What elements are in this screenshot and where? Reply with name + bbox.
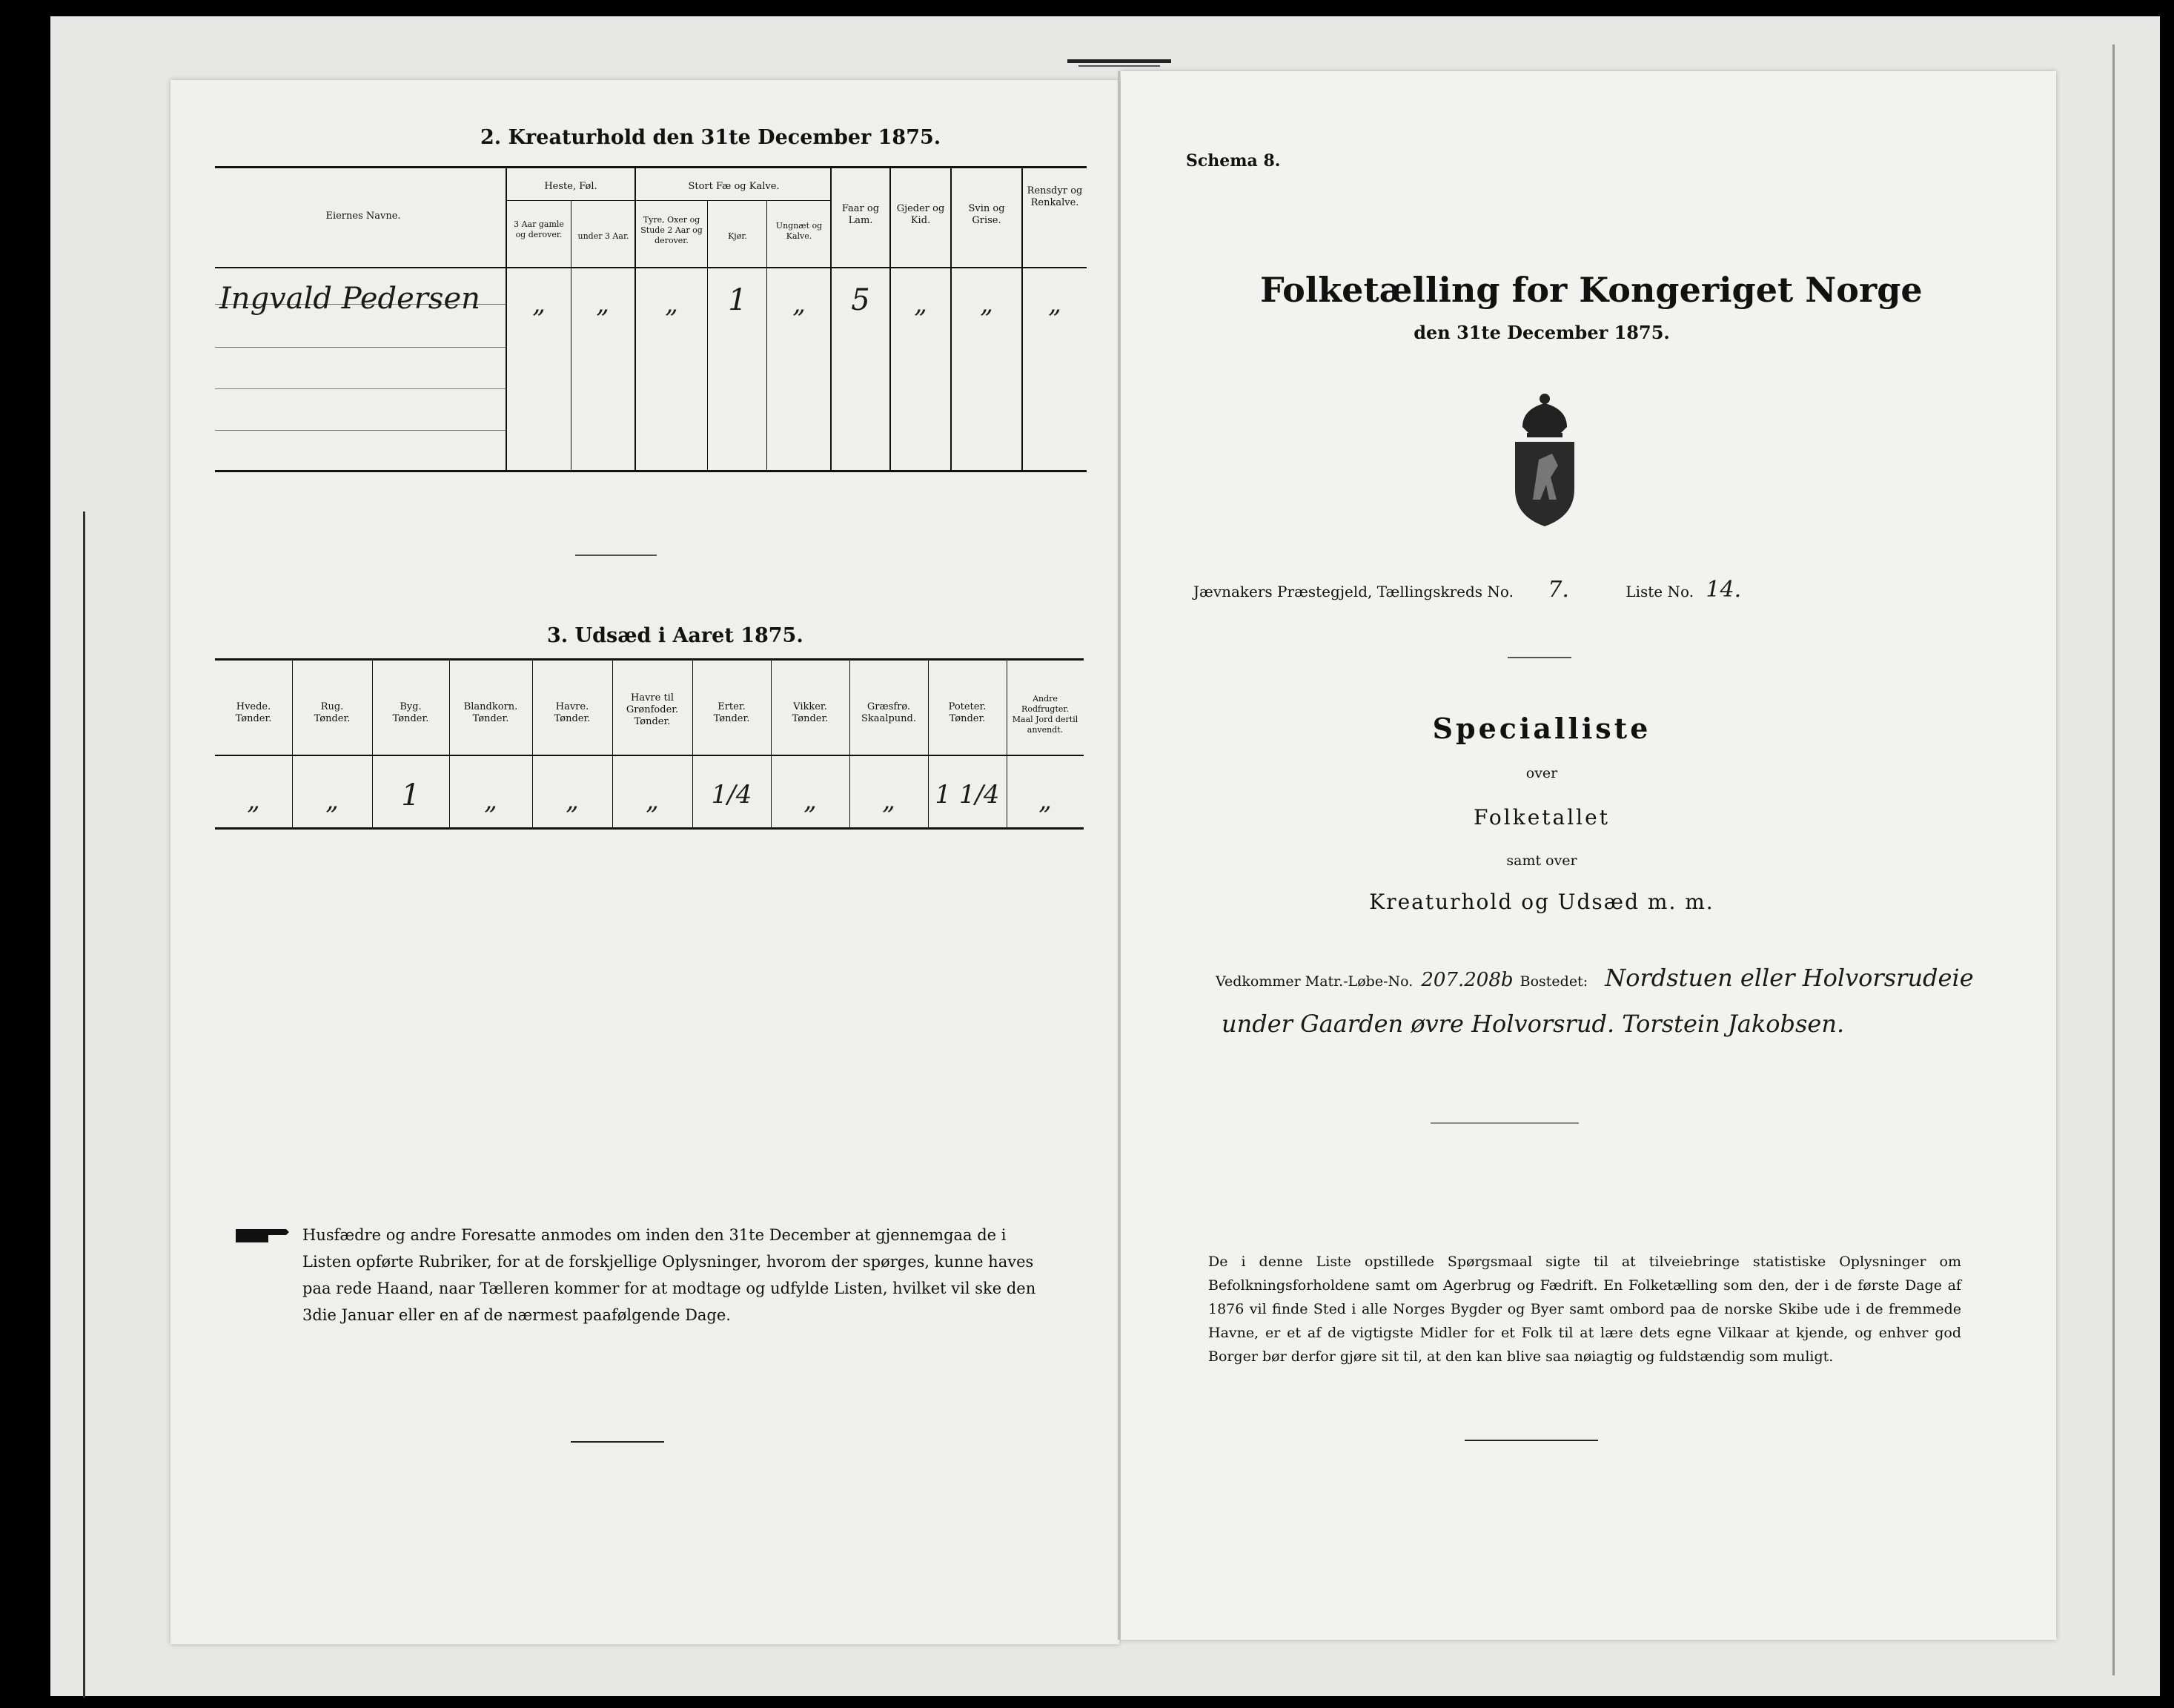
- seed-header-rug: Rug. Tønder.: [314, 701, 351, 724]
- header-svin: Svin og Grise.: [968, 203, 1005, 226]
- seed-cell-hvede: „: [247, 786, 260, 815]
- scan-edge-mark: [83, 512, 85, 1698]
- footer-text: De i denne Liste opstillede Spørgsmaal sigte til at tilveiebringe statistiske Oplysninger om Befolkningsforholdene samt om Agerbrug og Fædrift. En Folketælling som den, der i de første Dage af 1876 vil finde Sted i alle Norges Bygder og Byer samt ombord paa de norske Skibe ude i de fremmede Havne, er et af de vigtigste Midler for et Folk til at lære dets egne Vilkaar at kjende, og enhver god Borger bør derfor gjøre sit til, at den kan blive saa nøiagtig og fuldstændig som muligt.: [1208, 1254, 1961, 1365]
- seed-header-rodfrugter: Andre Rodfrugter. Maal Jord dertil anvendt.: [1012, 694, 1078, 735]
- separator-dash: [575, 555, 657, 556]
- notice-text: Husfædre og andre Foresatte anmodes om inden den 31te December at gjennemgaa de i Listen opførte Rubriker, for at de forskjellige Oplysninger, hvorom der spørges, kunne haves paa rede Haand, naar Tælleren kommer for at modtage og udfylde Listen, hvilket vil ske den 3die Januar eller en af de nærmest paafølgende Dage.: [302, 1226, 1036, 1324]
- kreds-number-handwritten: 7.: [1548, 577, 1569, 603]
- bosted-handwritten-line2: under Gaarden øvre Holvorsrud. Torstein Jakobsen.: [1222, 1010, 1845, 1038]
- seed-header-havre-gronfoder: Havre til Grønfoder. Tønder.: [626, 692, 679, 727]
- cell-heste-a: „: [532, 289, 546, 319]
- header-gjeder: Gjeder og Kid.: [896, 203, 945, 226]
- cell-stort-a: „: [665, 289, 678, 319]
- liste-label: Liste No.: [1625, 583, 1694, 600]
- separator-dash: [1465, 1440, 1598, 1441]
- specialliste-heading: Specialliste: [1432, 712, 1651, 745]
- seed-cell-erter: 1/4: [711, 780, 752, 810]
- cell-gjeder: „: [914, 289, 927, 319]
- seed-cell-byg: 1: [401, 778, 420, 812]
- header-heste-a: 3 Aar gamle og derover.: [514, 219, 564, 239]
- binding-mark: [1078, 65, 1160, 67]
- cell-svin: „: [980, 289, 993, 319]
- header-heste: Heste, Føl.: [544, 181, 597, 192]
- seed-cell-havre-gronfoder: „: [646, 786, 659, 815]
- liste-number-handwritten: 14.: [1706, 577, 1742, 603]
- cell-faar: 5: [851, 283, 870, 317]
- pointing-hand-icon: [234, 1225, 294, 1247]
- bostedet-label: Bostedet:: [1520, 973, 1588, 990]
- header-stort-a: Tyre, Oxer og Stude 2 Aar og derover.: [640, 215, 703, 245]
- header-stort-c: Ungnæt og Kalve.: [775, 221, 823, 241]
- separator-dash: [571, 1441, 664, 1443]
- header-owner: Eiernes Navne.: [325, 211, 401, 222]
- seed-cell-rug: „: [325, 786, 339, 815]
- place-line: [1193, 577, 1741, 603]
- cell-ungnaet: „: [792, 289, 806, 319]
- samt-over-label: samt over: [1506, 853, 1577, 869]
- header-stort: Stort Fæ og Kalve.: [688, 181, 780, 192]
- header-heste-b: under 3 Aar.: [577, 231, 629, 241]
- page-title: Folketælling for Kongeriget Norge: [1260, 270, 1923, 310]
- section3-title: 3. Udsæd i Aaret 1875.: [547, 624, 803, 647]
- cell-kjor: 1: [728, 283, 747, 317]
- cell-heste-b: „: [596, 289, 609, 319]
- seed-header-havre: Havre. Tønder.: [554, 701, 591, 724]
- seed-header-erter: Erter. Tønder.: [713, 701, 750, 724]
- scan-edge-mark: [2112, 44, 2115, 1675]
- seed-header-poteter: Poteter. Tønder.: [948, 701, 987, 724]
- coat-of-arms-icon: [1509, 388, 1580, 529]
- vedkommer-line: [1216, 964, 1974, 992]
- separator-dash: [1431, 1122, 1579, 1124]
- seed-header-blandkorn: Blandkorn. Tønder.: [463, 701, 518, 724]
- seed-header-hvede: Hvede. Tønder.: [235, 701, 272, 724]
- separator-dash: [1508, 657, 1571, 658]
- seed-cell-rodfrugter: „: [1038, 786, 1052, 815]
- over-label: over: [1525, 765, 1558, 781]
- seed-header-graesfro: Græsfrø. Skaalpund.: [861, 701, 916, 724]
- binding-mark: [1067, 59, 1171, 63]
- kreaturhold-label: Kreaturhold og Udsæd m. m.: [1369, 890, 1714, 914]
- header-stort-b: Kjør.: [728, 231, 747, 241]
- page-subtitle: den 31te December 1875.: [1414, 322, 1670, 343]
- section2-title: 2. Kreaturhold den 31te December 1875.: [480, 126, 941, 149]
- seed-cell-havre: „: [566, 786, 579, 815]
- cell-rensdyr: „: [1048, 289, 1061, 319]
- bosted-handwritten-line1: Nordstuen eller Holvorsrudeie: [1605, 964, 1974, 992]
- schema-label: Schema 8.: [1186, 151, 1281, 171]
- seed-cell-vikker: „: [803, 786, 817, 815]
- header-rensdyr: Rensdyr og Renkalve.: [1027, 185, 1083, 208]
- matr-number-handwritten: 207.208b: [1421, 969, 1514, 991]
- seed-header-byg: Byg. Tønder.: [392, 701, 429, 724]
- seed-header-vikker: Vikker. Tønder.: [792, 701, 829, 724]
- vedkommer-label: Vedkommer Matr.-Løbe-No.: [1216, 973, 1414, 990]
- folketallet-label: Folketallet: [1474, 805, 1610, 830]
- place-prefix: Jævnakers Præstegjeld, Tællingskreds No.: [1193, 583, 1514, 600]
- page-gutter: [1118, 71, 1120, 1640]
- owner-name-handwritten: Ingvald Pedersen: [219, 282, 480, 316]
- header-faar: Faar og Lam.: [841, 203, 880, 226]
- seed-cell-graesfro: „: [882, 786, 895, 815]
- seed-cell-blandkorn: „: [484, 786, 497, 815]
- seed-cell-poteter: 1 1/4: [935, 780, 1000, 810]
